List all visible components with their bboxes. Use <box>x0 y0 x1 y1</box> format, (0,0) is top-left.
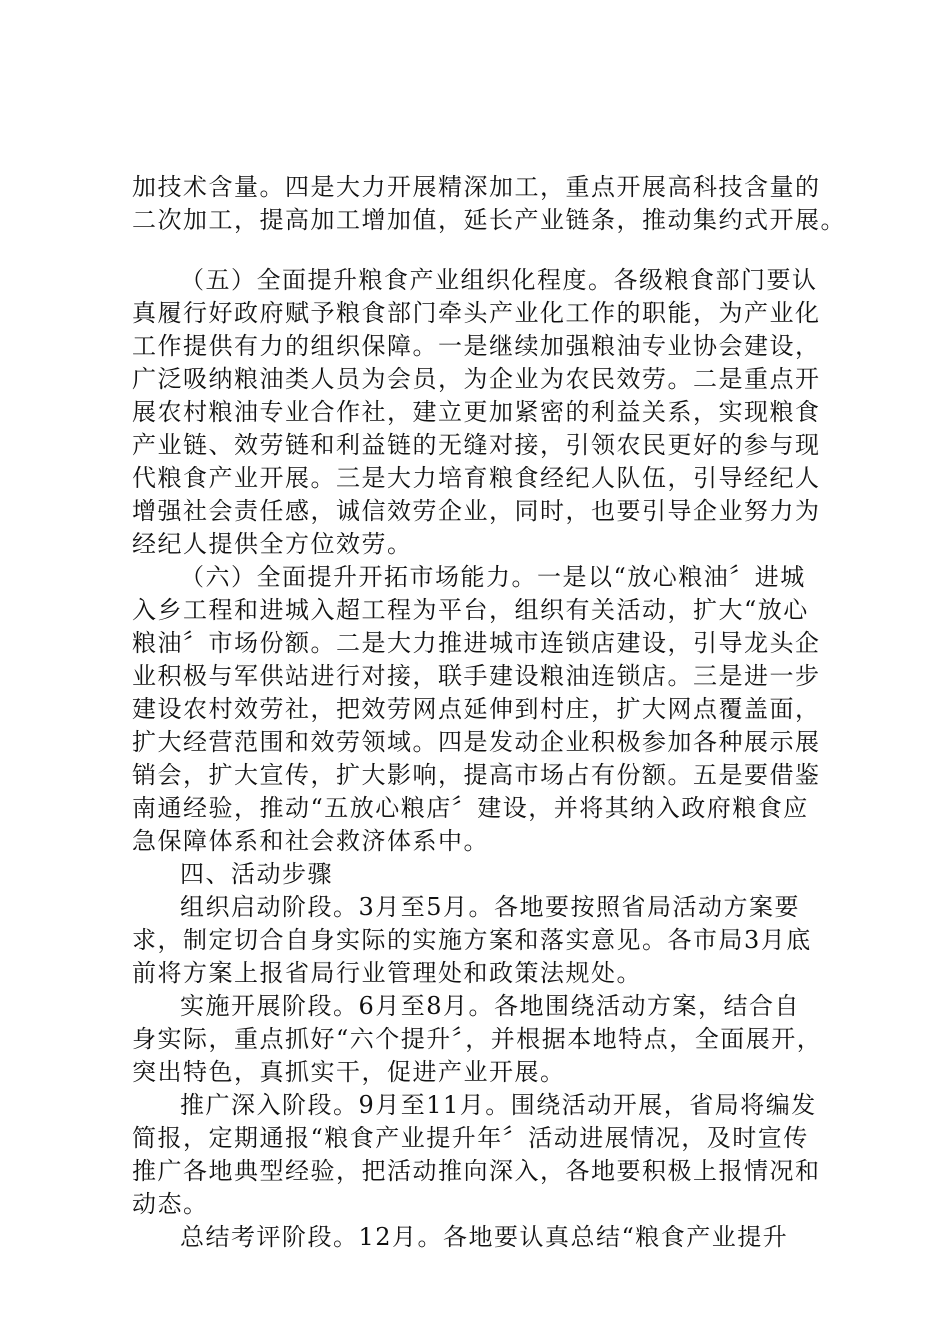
text-line: 前将方案上报省局行业管理处和政策法规处。 <box>132 959 642 987</box>
paragraph-six-heading-line: （六）全面提升开拓市场能力。一是以“放心粮油〞进城 <box>180 563 806 591</box>
stage-two-line: 实施开展阶段。6月至8月。各地围绕活动方案，结合自 <box>180 992 801 1020</box>
text-line: 经纪人提供全方位效劳。 <box>132 530 413 558</box>
stage-three-line: 推广深入阶段。9月至11月。围绕活动开展，省局将编发 <box>180 1091 817 1119</box>
text-line: 扩大经营范围和效劳领域。四是发动企业积极参加各种展示展 <box>132 728 821 756</box>
text-line: 粮油〞市场份额。二是大力推进城市连锁店建设，引导龙头企 <box>132 629 821 657</box>
text-line: 入乡工程和进城入超工程为平台，组织有关活动，扩大“放心 <box>132 596 809 624</box>
section-heading: 四、活动步骤 <box>180 860 333 888</box>
body-text <box>132 264 832 1254</box>
text-line: 销会，扩大宣传，扩大影响，提高市场占有份额。五是要借鉴 <box>132 761 821 789</box>
text-line: 南通经验，推动“五放心粮店〞建设，并将其纳入政府粮食应 <box>132 794 809 822</box>
text-line: 简报，定期通报“粮食产业提升年〞活动进展情况，及时宣传 <box>132 1124 809 1152</box>
stage-four-line: 总结考评阶段。12月。各地要认真总结“粮食产业提升 <box>180 1223 789 1251</box>
text-line: 产业链、效劳链和利益链的无缝对接，引领农民更好的参与现 <box>132 431 821 459</box>
text-line: 求，制定切合自身实际的实施方案和落实意见。各市局3月底 <box>132 926 812 954</box>
text-line: 建设农村效劳社，把效劳网点延伸到村庄，扩大网点覆盖面， <box>132 695 821 723</box>
text-line: 工作提供有力的组织保障。一是继续加强粮油专业协会建设， <box>132 332 821 360</box>
text-line: 二次加工，提高加工增加值，延长产业链条，推动集约式开展。 <box>132 206 846 234</box>
text-line: 广泛吸纳粮油类人员为会员，为企业为农民效劳。二是重点开 <box>132 365 821 393</box>
text-line: 急保障体系和社会救济体系中。 <box>132 827 489 855</box>
paragraph-five-heading-line: （五）全面提升粮食产业组织化程度。各级粮食部门要认 <box>180 266 818 294</box>
text-line: 动态。 <box>132 1190 209 1218</box>
text-line: 业积极与军供站进行对接，联手建设粮油连锁店。三是进一步 <box>132 662 821 690</box>
text-line: 展农村粮油专业合作社，建立更加紧密的利益关系，实现粮食 <box>132 398 821 426</box>
text-line: 突出特色，真抓实干，促进产业开展。 <box>132 1058 566 1086</box>
text-line: 身实际，重点抓好“六个提升〞，并根据本地特点，全面展开， <box>132 1025 823 1053</box>
text-line: 加技术含量。四是大力开展精深加工，重点开展高科技含量的 <box>132 173 821 201</box>
stage-one-line: 组织启动阶段。3月至5月。各地要按照省局活动方案要 <box>180 893 801 921</box>
text-line: 代粮食产业开展。三是大力培育粮食经纪人队伍，引导经纪人 <box>132 464 821 492</box>
text-line: 推广各地典型经验，把活动推向深入，各地要积极上报情况和 <box>132 1157 821 1185</box>
paragraph-continuation <box>132 171 846 237</box>
text-line: 真履行好政府赋予粮食部门牵头产业化工作的职能，为产业化 <box>132 299 821 327</box>
text-line: 增强社会责任感，诚信效劳企业，同时，也要引导企业努力为 <box>132 497 821 525</box>
